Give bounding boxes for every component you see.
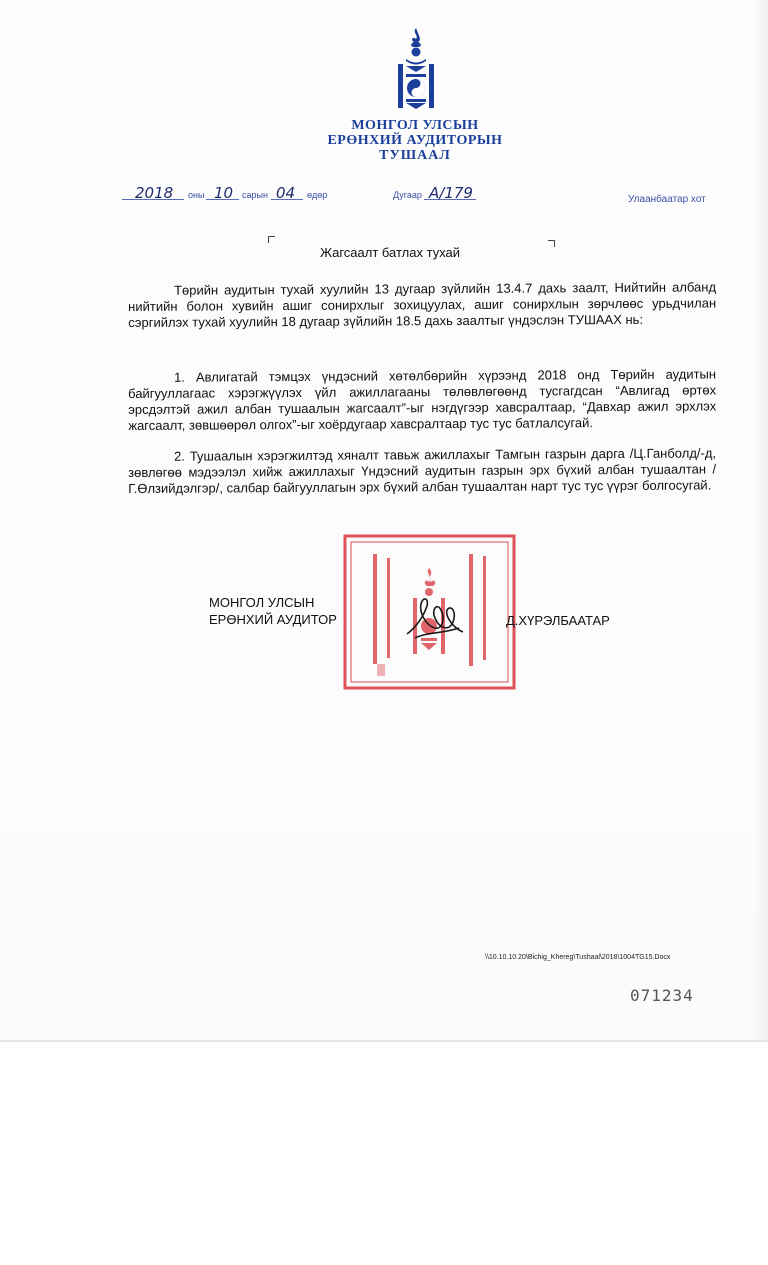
org-name-line1: МОНГОЛ УЛСЫН [351, 118, 479, 133]
preamble-paragraph: Төрийн аудитын тухай хуулийн 13 дугаар зүйлийн 13.4.7 дахь заалт, Нийтийн албанд нийтийн болон хувийн ашиг сонирхлыг зохицуулах, ашиг сонирхлын зөрчлөөс урьдчилан сэргийлэх тухай хуулийн 18 дугаар зүйлийн 18.5 дахь заалтыг үндэслэн ТУШААХ нь: [128, 279, 717, 330]
document-serial-number: 071234 [630, 986, 694, 1005]
signer-name: Д.ХҮРЭЛБААТАР [506, 613, 610, 628]
number-label: Дугаар [393, 190, 422, 200]
city-label: Улаанбаатар хот [628, 194, 706, 205]
title-corner-right [548, 240, 555, 247]
order-title: Жагсаалт батлах тухай [319, 245, 461, 260]
org-name-line2: ЕРӨНХИЙ АУДИТОРЫН [327, 133, 503, 148]
signer-position-line1: МОНГОЛ УЛСЫН [209, 595, 315, 610]
date-month: 10 [214, 184, 234, 202]
clause-2-paragraph: 2. Тушаалын хэрэгжилтэд хяналт тавьж ажиллахыг Тамгын газрын дарга /Ц.Ганболд/-д, зөвлөгөө мэдээлэл хийж ажиллахыг Үндэсний аудитын газрын эрх бүхий албан тушаалтан /Г.Өлзийдэлгэр/, салбар байгууллагын эрх бүхий албан тушаалтан нарт тус тус үүрэг болгосугай. [128, 445, 717, 496]
sheet-bottom-edge [0, 1040, 768, 1042]
month-label: сарын [242, 190, 268, 200]
sheet-shadow [754, 0, 768, 1042]
signer-position-line2: ЕРӨНХИЙ АУДИТОР [209, 612, 337, 627]
date-year: 2018 [135, 184, 174, 202]
document-type: ТУШААЛ [379, 148, 451, 163]
clause-1-paragraph: 1. Авлигатай тэмцэх үндэсний хөтөлбөрийн хүрээнд 2018 онд Төрийн аудитын байгууллагаас хэрэгжүүлэх үйл ажиллагааны төлөвлөгөөнд тусгагдсан “Авлигад өртөх эрсдэлтэй ажил албан тушаалын жагсаалт”-ыг нэгдүгээр хавсралтаар, “Давхар ажил эрхлэх жагсаалт, зөвшөөрөл олгох”-ыг хоёрдугаар хавсралтаар тус тус батлалсугай. [128, 366, 717, 433]
day-label: өдөр [307, 190, 328, 200]
handwritten-signature [401, 588, 471, 644]
soyombo-emblem-icon [388, 26, 444, 112]
date-day: 04 [276, 184, 296, 202]
year-label: оны [188, 190, 205, 200]
title-corner-left [268, 236, 275, 243]
order-number: А/179 [429, 184, 473, 202]
file-path: \\10.10.10.20\Bichig_Khereg\Tushaal\2018\1004TG15.Docx [485, 954, 671, 961]
